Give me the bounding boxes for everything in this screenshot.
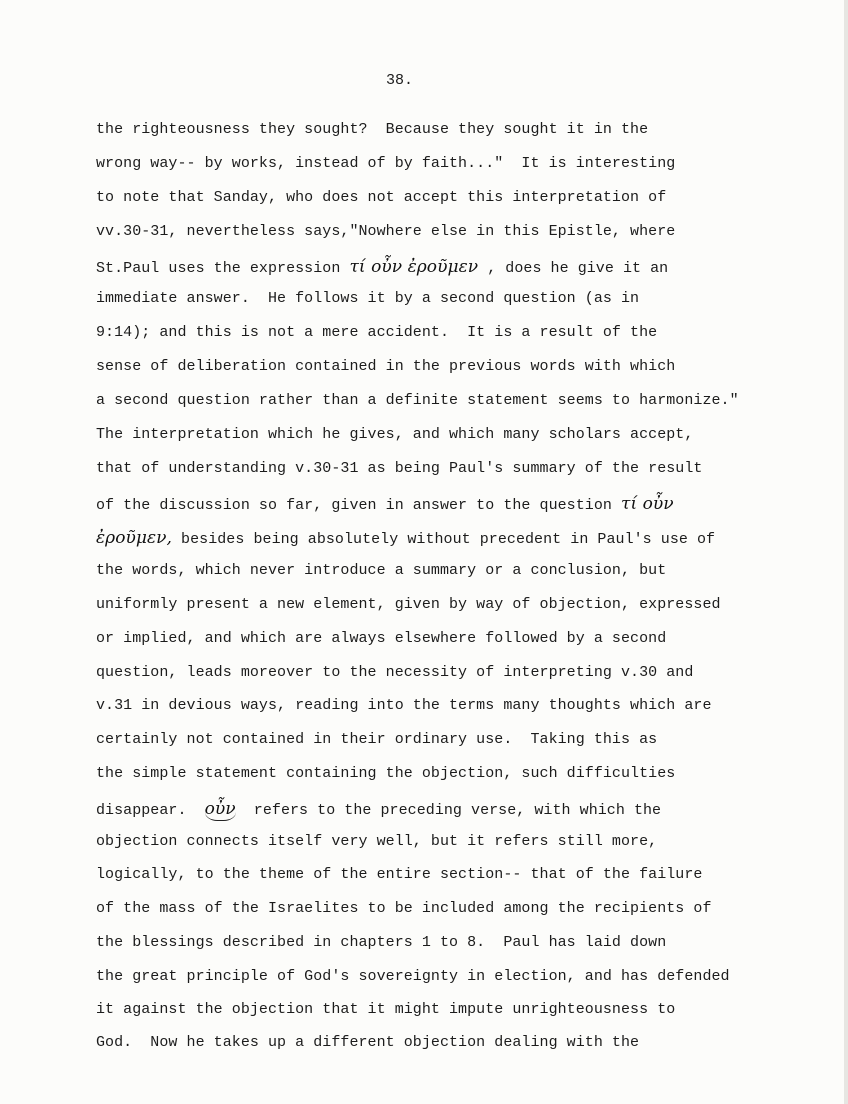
text-line: or implied, and which are always elsewhere followed by a second — [96, 630, 667, 647]
text-line: a second question rather than a definite statement seems to harmonize." — [96, 392, 739, 409]
text-line: St.Paul uses the expression τί οὖν ἐροῦμεν , does he give it an — [96, 257, 669, 277]
text-line: the simple statement containing the objection, such difficulties — [96, 765, 676, 782]
text-line: wrong way-- by works, instead of by faith..." It is interesting — [96, 155, 676, 172]
text-line: to note that Sanday, who does not accept this interpretation of — [96, 189, 667, 206]
text-line: 9:14); and this is not a mere accident. It is a result of the — [96, 324, 658, 341]
text-line: of the discussion so far, given in answer to the question τί οὖν — [96, 494, 674, 514]
text-line: The interpretation which he gives, and which many scholars accept, — [96, 426, 694, 443]
text-line: v.31 in devious ways, reading into the terms many thoughts which are — [96, 697, 712, 714]
text-line: that of understanding v.30-31 as being Paul's summary of the result — [96, 460, 703, 477]
text-line: certainly not contained in their ordinary use. Taking this as — [96, 731, 658, 748]
text-line: the righteousness they sought? Because they sought it in the — [96, 121, 649, 138]
greek-handwritten-phrase: τί οὖν ἐροῦμεν — [349, 257, 479, 277]
text-line: God. Now he takes up a different objection dealing with the — [96, 1034, 640, 1051]
text-line: ἐροῦμεν, besides being absolutely without precedent in Paul's use of — [96, 528, 716, 548]
text-line: uniformly present a new element, given by way of objection, expressed — [96, 596, 721, 613]
text-line: the great principle of God's sovereignty in election, and has defended — [96, 968, 730, 985]
text-line: objection connects itself very well, but it refers still more, — [96, 833, 658, 850]
page-number: 38. — [386, 72, 414, 89]
greek-handwritten-phrase: ἐροῦμεν, — [96, 528, 172, 548]
greek-handwritten-phrase: τί οὖν — [620, 494, 674, 514]
text-line: the blessings described in chapters 1 to 8. Paul has laid down — [96, 934, 667, 951]
text-line: question, leads moreover to the necessity of interpreting v.30 and — [96, 664, 694, 681]
greek-underlined-word: οὖν — [204, 799, 236, 819]
text-line: it against the objection that it might impute unrighteousness to — [96, 1001, 676, 1018]
text-line: disappear. οὖν refers to the preceding verse, with which the — [96, 799, 662, 819]
text-line: logically, to the theme of the entire section-- that of the failure — [96, 866, 703, 883]
text-line: immediate answer. He follows it by a second question (as in — [96, 290, 640, 307]
text-line: vv.30-31, nevertheless says,"Nowhere else in this Epistle, where — [96, 223, 676, 240]
text-line: of the mass of the Israelites to be included among the recipients of — [96, 900, 712, 917]
text-line: the words, which never introduce a summary or a conclusion, but — [96, 562, 667, 579]
text-line: sense of deliberation contained in the previous words with which — [96, 358, 676, 375]
